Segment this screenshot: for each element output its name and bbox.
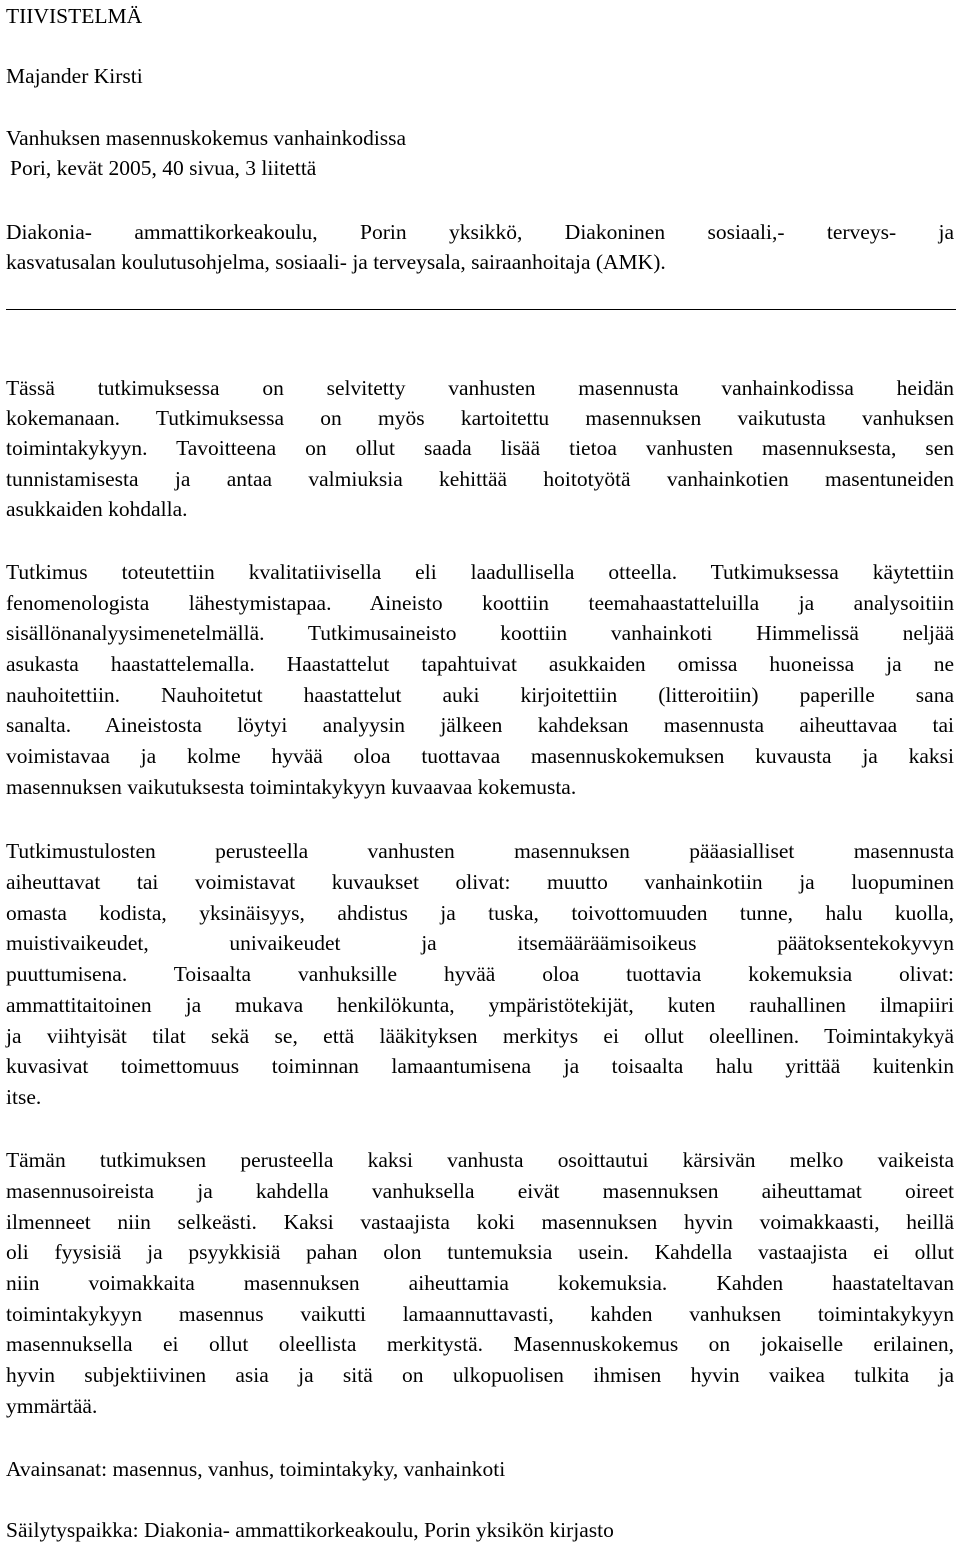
institution-line: Diakonia- ammattikorkeakoulu, Porin yksikkö, Diakoninen sosiaali,- terveys- ja xyxy=(6,220,954,244)
abstract-line: Tässä tutkimuksessa on selvitetty vanhusten masennusta vanhainkodissa heidän xyxy=(6,376,954,400)
abstract-line: voimistavaa ja kolme hyvää oloa tuottavaa masennuskokemuksen kuvausta ja kaksi xyxy=(6,744,954,768)
institution-line: kasvatusalan koulutusohjelma, sosiaali- ja terveysala, sairaanhoitaja (AMK). xyxy=(6,250,666,274)
abstract-line: itse. xyxy=(6,1085,42,1109)
abstract-line: asukkaiden kohdalla. xyxy=(6,497,188,521)
abstract-line: toimintakykyyn masennus vaikutti lamaannuttavasti, kahden vanhuksen toimintakykyyn xyxy=(6,1302,954,1326)
keywords: Avainsanat: masennus, vanhus, toimintakyky, vanhainkoti xyxy=(6,1457,506,1481)
abstract-line: nauhoitettiin. Nauhoitetut haastattelut auki kirjoitettiin (litteroitiin) paperille sana xyxy=(6,683,954,707)
abstract-line: toimintakykyyn. Tavoitteena on ollut saada lisää tietoa vanhusten masennuksesta, sen xyxy=(6,436,954,460)
abstract-line: muistivaikeudet, univaikeudet ja itsemääräämisoikeus päätoksentekokyvyn xyxy=(6,931,954,955)
abstract-line: sanalta. Aineistosta löytyi analyysin jälkeen kahdeksan masennusta aiheuttavaa tai xyxy=(6,713,954,737)
publication-info: Pori, kevät 2005, 40 sivua, 3 liitettä xyxy=(10,156,317,180)
abstract-line: masennusoireista ja kahdella vanhuksella eivät masennuksen aiheuttamat oireet xyxy=(6,1179,954,1203)
abstract-line: masennuksella ei ollut oleellista merkitystä. Masennuskokemus on jokaiselle erilainen, xyxy=(6,1332,954,1356)
page-title: TIIVISTELMÄ xyxy=(6,4,143,28)
author-name: Majander Kirsti xyxy=(6,64,143,88)
abstract-line: Tämän tutkimuksen perusteella kaksi vanhusta osoittautui kärsivän melko vaikeista xyxy=(6,1148,954,1172)
abstract-line: puuttumisena. Toisaalta vanhuksille hyvää oloa tuottavia kokemuksia olivat: xyxy=(6,962,954,986)
abstract-line: ammattitaitoinen ja mukava henkilökunta, ympäristötekijät, kuten rauhallinen ilmapiiri xyxy=(6,993,954,1017)
abstract-line: Tutkimustulosten perusteella vanhusten masennuksen pääasialliset masennusta xyxy=(6,839,954,863)
abstract-line: kokemanaan. Tutkimuksessa on myös kartoitettu masennuksen vaikutusta vanhuksen xyxy=(6,406,954,430)
abstract-line: hyvin subjektiivinen asia ja sitä on ulkopuolisen ihmisen hyvin vaikea tulkita ja xyxy=(6,1363,954,1387)
abstract-line: asukasta haastattelemalla. Haastattelut tapahtuivat asukkaiden omissa huoneissa ja ne xyxy=(6,652,954,676)
storage-location: Säilytyspaikka: Diakonia- ammattikorkeakoulu, Porin yksikön kirjasto xyxy=(6,1518,614,1542)
abstract-line: ja viihtyisät tilat sekä se, että lääkityksen merkitys ei ollut oleellinen. Toimintakykyä xyxy=(6,1024,954,1048)
header-divider xyxy=(6,309,956,310)
abstract-line: kuvasivat toimettomuus toiminnan lamaantumisena ja toisaalta halu yrittää kuitenkin xyxy=(6,1054,954,1078)
abstract-line: omasta kodista, yksinäisyys, ahdistus ja tuska, toivottomuuden tunne, halu kuolla, xyxy=(6,901,954,925)
abstract-line: masennuksen vaikutuksesta toimintakykyyn kuvaavaa kokemusta. xyxy=(6,775,577,799)
abstract-line: oli fyysisiä ja psyykkisiä pahan olon tuntemuksia usein. Kahdella vastaajista ei ollut xyxy=(6,1240,954,1264)
abstract-line: niin voimakkaita masennuksen aiheuttamia kokemuksia. Kahden haastateltavan xyxy=(6,1271,954,1295)
abstract-line: tunnistamisesta ja antaa valmiuksia kehittää hoitotyötä vanhainkotien masentuneiden xyxy=(6,467,954,491)
abstract-line: ilmenneet niin selkeästi. Kaksi vastaajista koki masennuksen hyvin voimakkaasti, heillä xyxy=(6,1210,954,1234)
thesis-title: Vanhuksen masennuskokemus vanhainkodissa xyxy=(6,126,407,150)
abstract-line: Tutkimus toteutettiin kvalitatiivisella eli laadullisella otteella. Tutkimuksessa käytettiin xyxy=(6,560,954,584)
abstract-line: fenomenologista lähestymistapaa. Aineisto koottiin teemahaastatteluilla ja analysoitiin xyxy=(6,591,954,615)
abstract-line: sisällönanalyysimenetelmällä. Tutkimusaineisto koottiin vanhainkoti Himmelissä neljää xyxy=(6,621,954,645)
abstract-line: ymmärtää. xyxy=(6,1394,98,1418)
abstract-line: aiheuttavat tai voimistavat kuvaukset olivat: muutto vanhainkotiin ja luopuminen xyxy=(6,870,954,894)
